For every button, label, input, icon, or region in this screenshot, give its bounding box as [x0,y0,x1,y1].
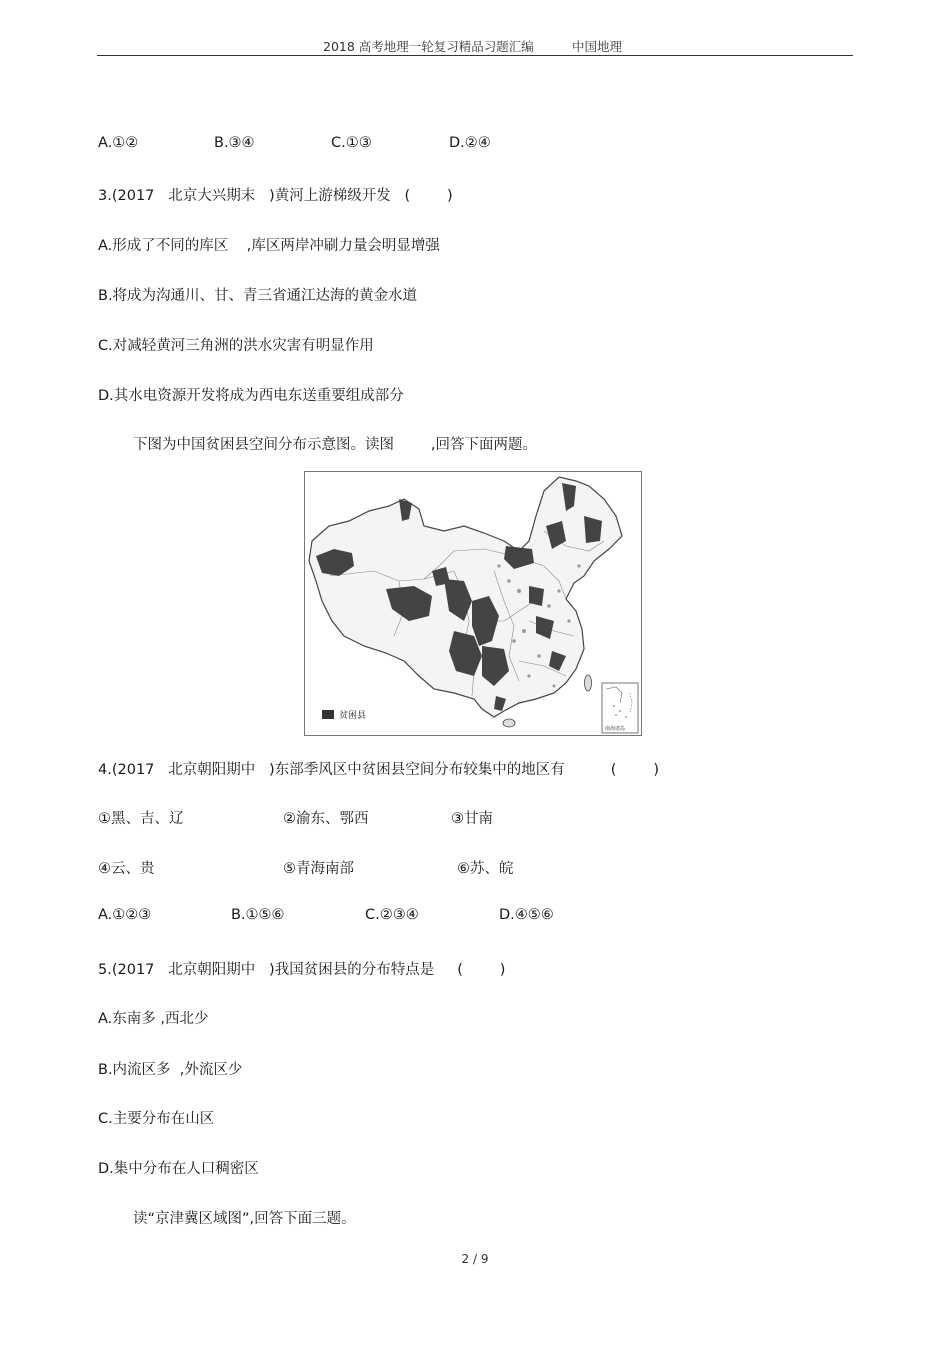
q4-option-c: C.②③④ [365,907,419,923]
q4-item-6: ⑥苏、皖 [457,861,514,877]
poverty-county-map [304,471,642,736]
q3-stem: 3.(2017 北京大兴期末 )黄河上游梯级开发 ( ) [98,188,453,204]
q3-option-d: D.其水电资源开发将成为西电东送重要组成部分 [98,388,404,404]
page-number: 2 / 9 [461,1252,489,1266]
q4-item-3: ③甘南 [451,811,493,827]
q3-option-c: C.对减轻黄河三角洲的洪水灾害有明显作用 [98,338,374,354]
map-intro: 下图为中国贫困县空间分布示意图。读图 ,回答下面两题。 [133,437,537,453]
q4-stem: 4.(2017 北京朝阳期中 )东部季风区中贫困县空间分布较集中的地区有 ( ) [98,762,659,778]
q5-option-c: C.主要分布在山区 [98,1111,215,1127]
legend-swatch [322,710,334,719]
q5-option-a: A.东南多 ,西北少 [98,1011,209,1027]
q2-option-a: A.①② [98,135,139,151]
q4-item-2: ②渝东、鄂西 [283,811,369,827]
q2-option-b: B.③④ [214,135,255,151]
q4-option-a: A.①②③ [98,907,152,923]
q2-option-c: C.①③ [331,135,372,151]
inset-label: 南海诸岛 [605,726,626,732]
page-header [97,36,853,56]
q4-option-d: D.④⑤⑥ [499,907,554,923]
q4-option-b: B.①⑤⑥ [231,907,285,923]
header-title: 2018 高考地理一轮复习精品习题汇编 [323,39,534,54]
q4-item-1: ①黑、吉、辽 [98,811,184,827]
q5-option-d: D.集中分布在人口稠密区 [98,1161,259,1177]
header-subject: 中国地理 [572,39,623,54]
q5-option-b: B.内流区多 ,外流区少 [98,1062,243,1078]
q3-option-b: B.将成为沟通川、甘、青三省通江达海的黄金水道 [98,288,418,304]
q5-stem: 5.(2017 北京朝阳期中 )我国贫困县的分布特点是 ( ) [98,962,506,978]
q2-option-d: D.②④ [449,135,491,151]
q4-item-5: ⑤青海南部 [283,861,354,877]
q4-item-4: ④云、贵 [98,861,155,877]
next-intro: 读“京津冀区域图”,回答下面三题。 [133,1211,356,1227]
legend-label: 贫困县 [339,711,367,721]
q3-option-a: A.形成了不同的库区 ,库区两岸冲刷力量会明显增强 [98,238,440,254]
